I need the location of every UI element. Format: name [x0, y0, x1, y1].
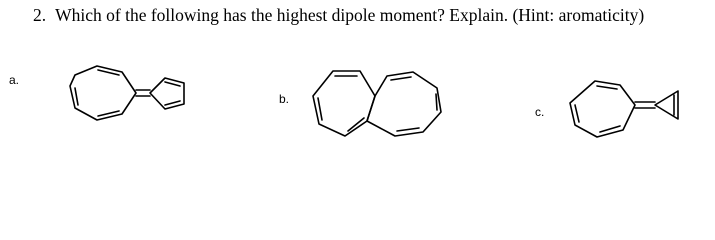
mol-b-db6: [397, 128, 419, 131]
mol-c-db2: [575, 105, 579, 122]
question: [33, 5, 644, 26]
mol-c-ring7: [570, 81, 635, 137]
question-text: Which of the following has the highest dipole moment? Explain. (Hint: aromaticity): [55, 5, 645, 25]
mol-a-db2: [75, 88, 78, 105]
mol-a-ring7: [70, 66, 136, 120]
mol-b-ring-right: [367, 72, 441, 136]
option-c-label: c.: [535, 105, 545, 119]
mol-b-db4: [391, 77, 411, 80]
option-a-label: a.: [9, 73, 20, 87]
molecule-c-structure: [565, 75, 695, 145]
molecule-a-structure: [60, 58, 200, 128]
mol-b-db5: [436, 94, 437, 110]
molecule-b-structure: [305, 66, 450, 144]
option-b-label: b.: [279, 92, 290, 106]
mol-b-db2: [318, 98, 322, 120]
mol-c-db1: [597, 86, 617, 89]
mol-b-ring-left: [313, 71, 375, 136]
mol-a-db5: [165, 101, 180, 105]
mol-a-db4: [165, 82, 180, 86]
question-number: 2.: [33, 5, 47, 25]
